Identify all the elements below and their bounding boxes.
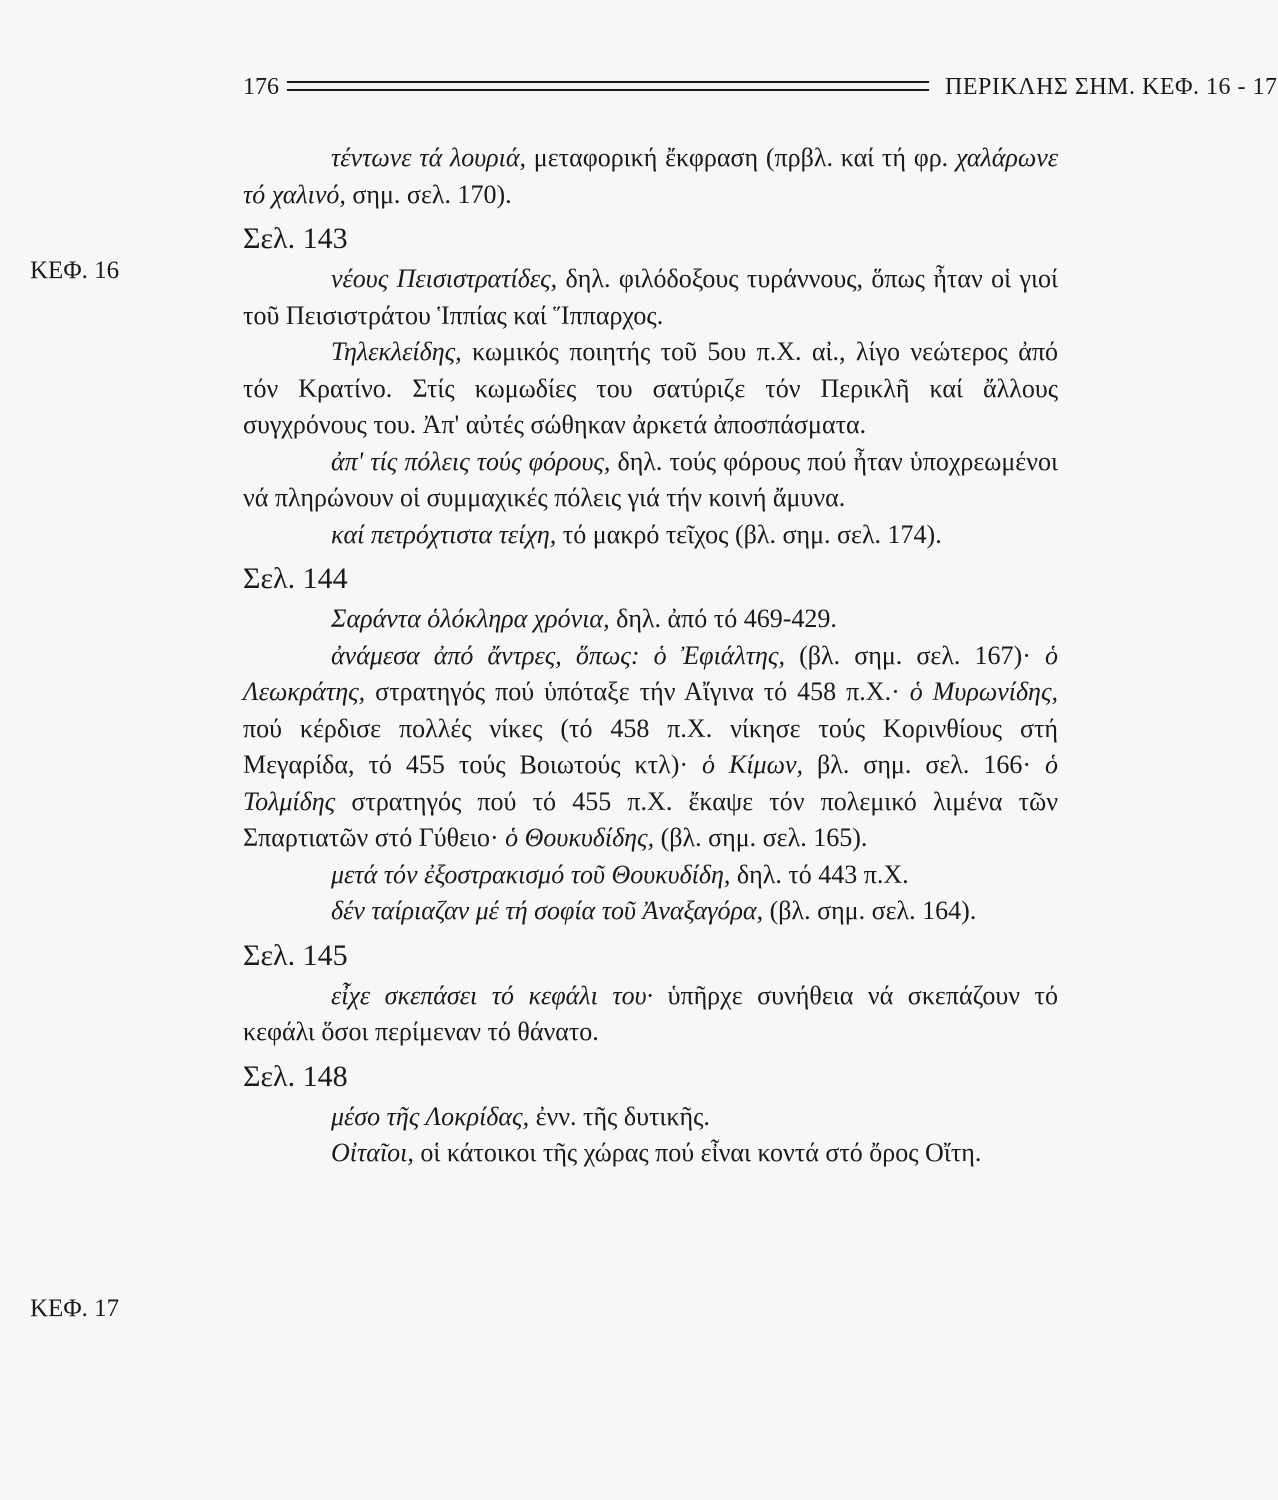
note-text: ἐνν. τῆς δυτικῆς. [529, 1101, 710, 1131]
note-paragraph [243, 1099, 1058, 1136]
lemma: μετά τόν ἐξοστρακισμό τοῦ Θουκυδίδη, [331, 859, 731, 889]
note-text: στρατηγός πού τό 455 π.Χ. ἔκαψε τόν πολεμικό λιμένα τῶν Σπαρτιατῶν στό Γύθειο· [243, 786, 1058, 852]
running-title: ΠΕΡΙΚΛΗΣ ΣΗΜ. ΚΕΦ. 16 - 17 [945, 74, 1278, 100]
note-paragraph [243, 444, 1058, 517]
page-reference-heading: Σελ. 143 [243, 222, 348, 255]
note-paragraph [243, 893, 1058, 930]
lemma: ὁ Λεωκράτης, [243, 640, 1059, 706]
lemma: καί πετρόχτιστα τείχη, [331, 519, 557, 549]
note-paragraph [243, 638, 1058, 857]
note-paragraph [243, 140, 1058, 213]
note-paragraph [243, 857, 1058, 894]
note-text: τό μακρό τεῖχος (βλ. σημ. σελ. 174). [556, 519, 942, 549]
lemma: ὁ Μυρωνίδης, [909, 677, 1058, 706]
lemma: ὁ Κίμων, [702, 750, 803, 779]
lemma: μέσο τῆς Λοκρίδας, [331, 1101, 530, 1131]
note-paragraph [243, 334, 1058, 444]
lemma: ἀπ' τίς πόλεις τούς φόρους, [331, 446, 611, 476]
note-text: σημ. σελ. 170). [345, 179, 512, 209]
margin-label-chapter-16: ΚΕΦ. 16 [30, 257, 120, 284]
page-reference-heading: Σελ. 148 [243, 1059, 348, 1093]
lemma: τέντωνε τά λουριά, [331, 143, 527, 172]
note-text: (βλ. σημ. σελ. 167)· [784, 640, 1046, 670]
margin-label-chapter-17: ΚΕΦ. 17 [30, 1295, 120, 1322]
note-text: δηλ. φιλόδοξους τυράννους, ὅπως ἦταν οἱ γιοί τοῦ Πεισιστράτου Ἱππίας καί Ἵππαρχος. [243, 264, 1058, 330]
note-text: δηλ. τό 443 π.Χ. [730, 859, 909, 889]
lemma: ἀνάμεσα ἀπό ἄντρες, ὅπως: ὁ Ἐφιάλτης, [331, 640, 785, 670]
lemma: χαλάρωνε τό χαλινό, [243, 143, 1059, 209]
header-rule [287, 81, 929, 91]
note-paragraph [243, 1135, 1058, 1172]
lemma: Τηλεκλείδης, [331, 337, 462, 366]
note-text: πού κέρδισε πολλές νίκες (τό 458 π.Χ. νίκησε τούς Κορινθίους στή Μεγαρίδα, τό 455 τούς Βοιωτούς κτλ)· [243, 713, 1058, 779]
note-text: οἱ κάτοικοι τῆς χώρας πού εἶναι κοντά στό ὄρος Οἴτη. [413, 1138, 982, 1167]
note-paragraph [243, 261, 1058, 334]
lemma: Σαράντα ὁλόκληρα χρόνια, [331, 604, 610, 633]
note-text: δηλ. τούς φόρους πού ἦταν ὑποχρεωμένοι νά πληρώνουν οἱ συμμαχικές πόλεις γιά τήν κοινή ἄμυνα. [243, 446, 1058, 512]
note-text: βλ. σημ. σελ. 166· [803, 750, 1045, 779]
page-number: 176 [243, 74, 279, 100]
note-text: (βλ. σημ. σελ. 165). [654, 823, 868, 852]
lemma: ὁ Θουκυδίδης, [505, 823, 655, 852]
note-text: ὑπῆρχε συνήθεια νά σκεπάζουν τό κεφάλι ὅσοι περίμεναν τό θάνατο. [243, 980, 1058, 1046]
note-paragraph [243, 978, 1058, 1051]
note-text: (βλ. σημ. σελ. 164). [763, 896, 977, 925]
lemma: εἶχε σκεπάσει τό κεφάλι του· [331, 980, 654, 1010]
note-paragraph [243, 517, 1058, 554]
running-header [243, 74, 1278, 106]
lemma: Οἰταῖοι, [331, 1138, 414, 1167]
note-text: δηλ. ἀπό τό 469-429. [609, 604, 837, 633]
note-text: κωμικός ποιητής τοῦ 5ου π.Χ. αἰ., λίγο νεώτερος ἀπό τόν Κρατίνο. Στίς κωμωδίες του σατύριζε τόν Περικλῆ καί ἄλλους συγχρόνους του. Ἀπ' αὐτές σώθηκαν ἀρκετά ἀποσπάσματα. [243, 337, 1058, 439]
note-paragraph [243, 601, 1058, 638]
lemma: δέν ταίριαζαν μέ τή σοφία τοῦ Ἀναξαγόρα, [331, 896, 764, 925]
note-text: στρατηγός πού ὑπόταξε τήν Αἴγινα τό 458 π.Χ.· [365, 677, 910, 706]
page-reference-heading: Σελ. 144 [243, 562, 348, 595]
notes-body [243, 140, 1058, 1172]
lemma: νέους Πεισιστρατίδες, [331, 264, 558, 293]
note-text: μεταφορική ἔκφραση (πρβλ. καί τή φρ. [526, 143, 956, 172]
page-reference-heading: Σελ. 145 [243, 938, 348, 972]
lemma: ὁ Τολμίδης [243, 750, 1058, 816]
